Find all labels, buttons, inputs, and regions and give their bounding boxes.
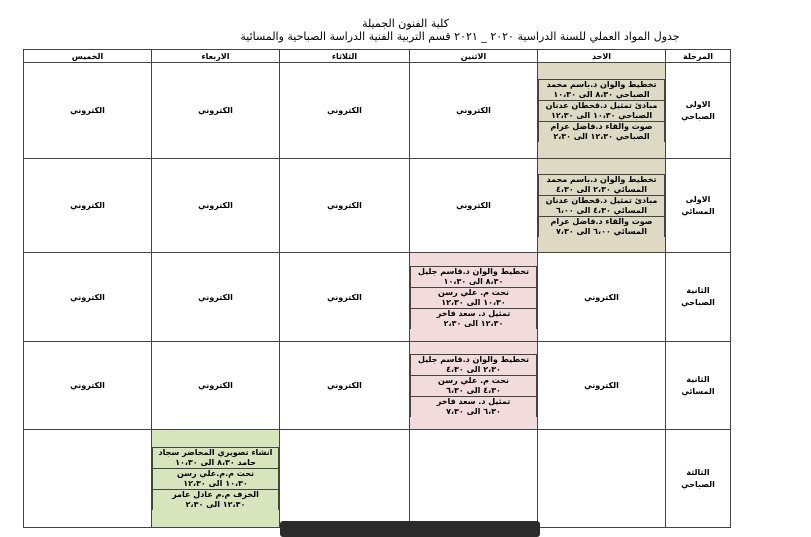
header-row bbox=[24, 50, 731, 63]
monday-cell: تخطيط والوان د.قاسم جليل ٢،٣٠ الى ٤،٣٠ نحت م. علي رسن ٤،٣٠ الى ٦،٣٠ تمثيل د. سعد فاخر ٦،٣٠ الى ٧،٣٠ bbox=[410, 342, 538, 430]
sunday-cell: تخطيط والوان د.باسم محمد المسائي ٢،٣٠ الى ٤،٣٠ مبادئ تمثيل د.قحطان عدنان المسائي ٤،٣٠ الى ٦،٠٠ صوت والقاء د.فاضل عرام المسائي ٦،٠٠ الى ٧،٣٠ bbox=[538, 159, 666, 253]
sunday-cell bbox=[538, 430, 666, 528]
tuesday-cell: الكتروني bbox=[280, 342, 410, 430]
tuesday-cell: الكتروني bbox=[280, 159, 410, 253]
college-title: كلية الفنون الجميلة bbox=[362, 17, 449, 30]
stage-cell: الثانية المسائي bbox=[666, 342, 731, 430]
horizontal-scrollbar[interactable] bbox=[280, 521, 540, 537]
thursday-cell: الكتروني bbox=[24, 253, 152, 342]
wednesday-cell: الكتروني bbox=[152, 342, 280, 430]
wednesday-cell: انشاء تصويري المحاضر سجاد حامد ٨،٣٠ الى ١٠،٣٠ نحت م.م.علي رسن ١٠،٣٠ الى ١٢،٣٠ الخزف م.م عادل عامر ١٢،٣٠ الى ٢،٣٠ bbox=[152, 430, 280, 528]
table-row bbox=[24, 63, 731, 159]
schedule-title: جدول المواد العملي للسنة الدراسية ٢٠٢٠ _ ٢٠٢١ قسم التربية الفنية الدراسة الصباحية والمسائية bbox=[240, 30, 680, 43]
wednesday-cell: الكتروني bbox=[152, 253, 280, 342]
sunday-cell: الكتروني bbox=[538, 253, 666, 342]
col-tuesday: الثلاثاء bbox=[280, 50, 410, 63]
tuesday-cell: الكتروني bbox=[280, 63, 410, 159]
col-stage: المرحلة bbox=[666, 50, 731, 63]
table-row bbox=[24, 430, 731, 528]
monday-cell bbox=[410, 430, 538, 528]
table-row bbox=[24, 159, 731, 253]
col-sunday: الاحد bbox=[538, 50, 666, 63]
sunday-cell: تخطيط والوان د.باسم محمد الصباحي ٨،٣٠ الى ١٠،٣٠ مبادئ تمثيل د.قحطان عدنان الصباحي ١٠،٣٠ الى ١٢،٣٠ صوت والقاء د.فاضل عرام الصباحي ١٢،٣٠ الى ٢،٣٠ bbox=[538, 63, 666, 159]
thursday-cell: الكتروني bbox=[24, 63, 152, 159]
monday-cell: الكتروني bbox=[410, 159, 538, 253]
thursday-cell: الكتروني bbox=[24, 159, 152, 253]
monday-cell: الكتروني bbox=[410, 63, 538, 159]
col-thursday: الخميس bbox=[24, 50, 152, 63]
col-monday: الاثنين bbox=[410, 50, 538, 63]
monday-cell: تخطيط والوان د.قاسم جليل ٨،٣٠ الى ١٠،٣٠ نحت م. علي رسن ١٠،٣٠ الى ١٢،٣٠ تمثيل د. سعد فاخر ١٢،٣٠ الى ٢،٣٠ bbox=[410, 253, 538, 342]
thursday-cell: الكتروني bbox=[24, 342, 152, 430]
schedule-table bbox=[23, 49, 731, 528]
tuesday-cell bbox=[280, 430, 410, 528]
stage-cell: الاولى الصباحي bbox=[666, 63, 731, 159]
table-row bbox=[24, 342, 731, 430]
wednesday-cell: الكتروني bbox=[152, 159, 280, 253]
col-wednesday: الاربعاء bbox=[152, 50, 280, 63]
sunday-cell: الكتروني bbox=[538, 342, 666, 430]
table-row bbox=[24, 253, 731, 342]
thursday-cell bbox=[24, 430, 152, 528]
stage-cell: الثالثة الصباحي bbox=[666, 430, 731, 528]
tuesday-cell: الكتروني bbox=[280, 253, 410, 342]
stage-cell: الثانية الصباحي bbox=[666, 253, 731, 342]
wednesday-cell: الكتروني bbox=[152, 63, 280, 159]
stage-cell: الاولى المسائي bbox=[666, 159, 731, 253]
